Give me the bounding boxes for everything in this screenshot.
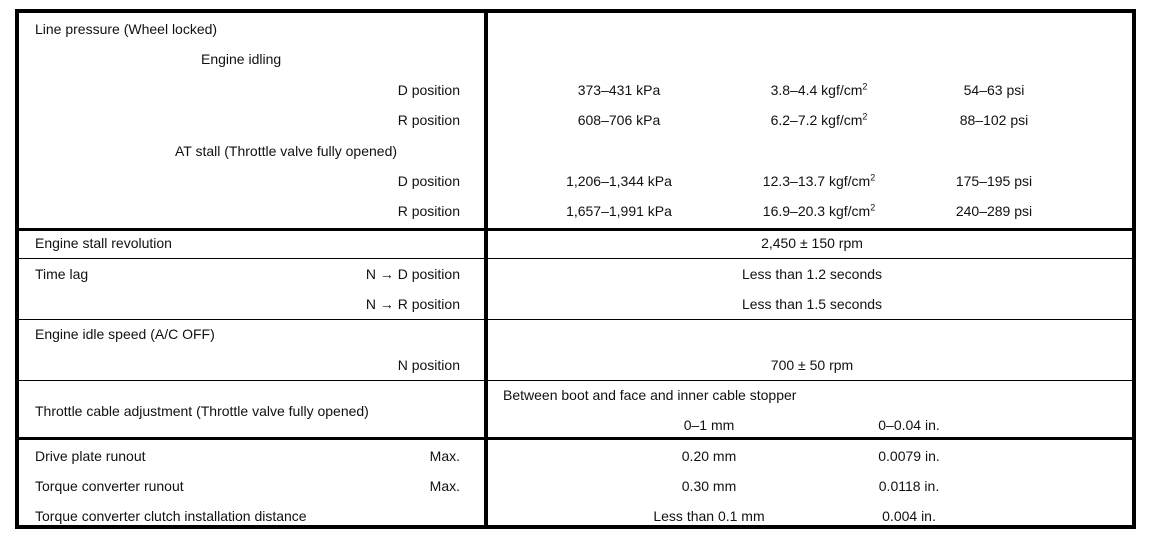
torque-clutch-label: Torque converter clutch installation distance <box>35 508 307 524</box>
idling-d-kgf: 3.8–4.4 kgf/$cm^2$ <box>770 81 868 98</box>
engine-stall-value: 2,450 ± 150 rpm <box>761 235 863 251</box>
idling-r-psi: 88–102 psi <box>959 112 1029 128</box>
idle-speed-label: Engine idle speed (A/C OFF) <box>35 326 215 342</box>
throttle-cable-in: 0–0.04 in. <box>878 417 940 433</box>
engine-idling-label: Engine idling <box>201 51 282 67</box>
stall-r-psi: 240–289 psi <box>955 203 1033 219</box>
torque-runout-mm: 0.30 mm <box>681 478 737 494</box>
drive-plate-in: 0.0079 in. <box>878 448 940 464</box>
idling-d-kpa: 373–431 kPa <box>577 82 661 98</box>
stall-d-psi: 175–195 psi <box>955 173 1033 189</box>
line-pressure-title: Line pressure (Wheel locked) <box>35 21 218 37</box>
torque-clutch-mm: Less than 0.1 mm <box>653 508 765 524</box>
idle-speed-value: 700 ± 50 rpm <box>770 357 854 373</box>
drive-plate-mm: 0.20 mm <box>681 448 737 464</box>
time-lag-nd-value: Less than 1.2 seconds <box>741 266 883 282</box>
torque-runout-label: Torque converter runout <box>35 478 184 494</box>
engine-stall-label: Engine stall revolution <box>35 235 172 251</box>
idling-r-kgf: 6.2–7.2 kgf/$cm^2$ <box>770 111 868 128</box>
time-lag-nr-value: Less than 1.5 seconds <box>741 296 883 312</box>
time-lag-nd-label: N → D position <box>365 266 460 282</box>
idle-speed-n-label: N position <box>397 357 460 373</box>
idling-d-psi: 54–63 psi <box>963 82 1025 98</box>
row-divider <box>19 380 1132 381</box>
torque-runout-in: 0.0118 in. <box>878 478 940 494</box>
idling-r-kpa: 608–706 kPa <box>577 112 661 128</box>
stall-r-kgf: 16.9–20.3 kgf/$cm^2$ <box>762 202 876 219</box>
at-stall-label: AT stall (Throttle valve fully opened) <box>175 143 398 159</box>
stall-d-label: D position <box>397 173 460 189</box>
throttle-cable-label: Throttle cable adjustment (Throttle valve fully opened) <box>35 403 369 419</box>
torque-runout-max: Max. <box>429 478 460 494</box>
stall-d-kpa: 1,206–1,344 kPa <box>566 173 672 189</box>
stall-r-label: R position <box>397 203 460 219</box>
time-lag-nr-label: N → R position <box>365 296 460 312</box>
idling-r-label: R position <box>397 112 460 128</box>
time-lag-label: Time lag <box>35 266 89 282</box>
row-divider <box>19 228 1132 231</box>
torque-clutch-in: 0.004 in. <box>882 508 936 524</box>
stall-d-kgf: 12.3–13.7 kgf/$cm^2$ <box>762 172 876 189</box>
throttle-cable-note: Between boot and face and inner cable stopper <box>503 387 797 403</box>
drive-plate-label: Drive plate runout <box>35 448 146 464</box>
row-divider <box>19 437 1132 440</box>
stall-r-kpa: 1,657–1,991 kPa <box>566 203 672 219</box>
drive-plate-max: Max. <box>429 448 460 464</box>
throttle-cable-mm: 0–1 mm <box>683 417 735 433</box>
row-divider <box>19 258 1132 259</box>
spec-table <box>15 9 1136 529</box>
row-divider <box>19 319 1132 320</box>
idling-d-label: D position <box>397 82 460 98</box>
